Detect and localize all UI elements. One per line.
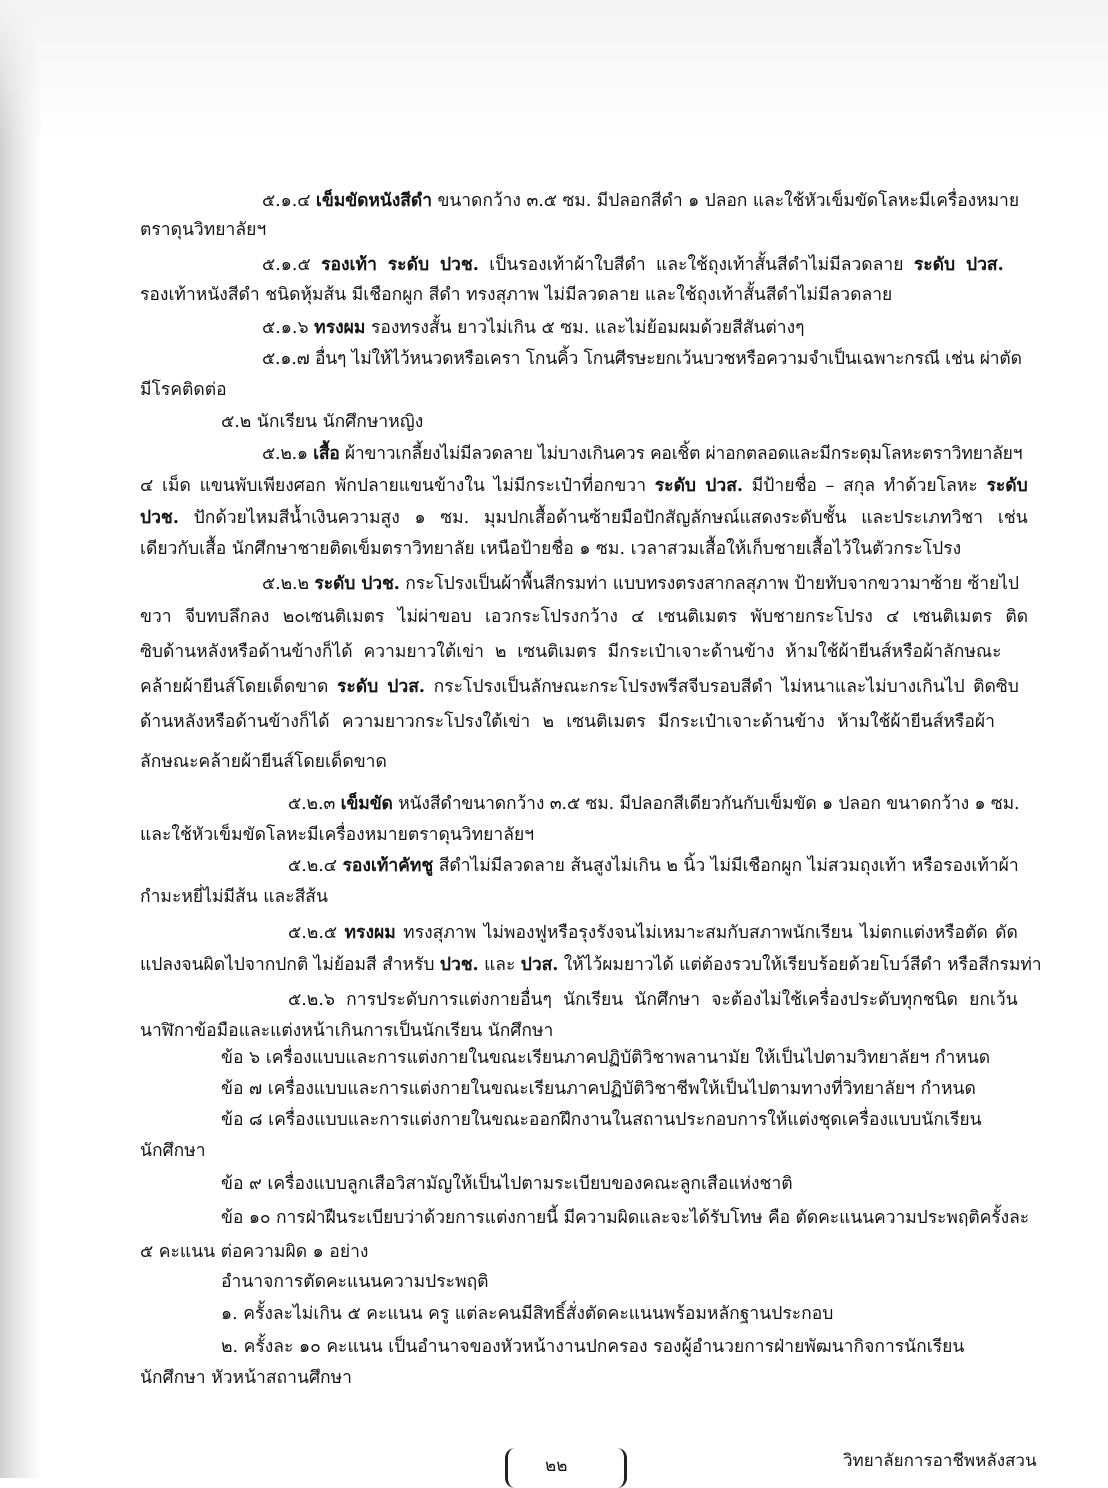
text-line bbox=[262, 253, 1004, 277]
text-run: ซิบด้านหลังหรือด้านข้างก็ได้ ความยาวใต้เข่า ๒ เซนติเมตร มีกระเป๋าเจาะด้านข้าง ห้ามใช้ผ้ายีนส์หรือผ้าลักษณะ bbox=[140, 642, 1002, 662]
text-line bbox=[140, 605, 1028, 629]
text-run: ๕.๒ นักเรียน นักศึกษาหญิง bbox=[221, 412, 424, 432]
text-run: และใช้หัวเข็มขัดโลหะมีเครื่องหมายตราดุนวิทยาลัยฯ bbox=[140, 825, 535, 845]
text-run: แปลงจนผิดไปจากปกติ ไม่ย้อมสี สำหรับ bbox=[140, 955, 440, 975]
text-run: เดียวกับเสื้อ นักศึกษาชายติดเข็มตราวิทยาลัย เหนือป้ายชื่อ ๑ ซม. เวลาสวมเสื้อให้เก็บชายเสื้อไว้ในตัวกระโปรง bbox=[140, 539, 962, 559]
text-line bbox=[221, 1077, 976, 1101]
text-run: ๕.๒.๕ bbox=[288, 923, 345, 943]
bold-term: รองเท้า ระดับ ปวช. bbox=[321, 255, 479, 275]
text-run: หนังสีดำขนาดกว้าง ๓.๕ ซม. มีปลอกสีเดียวกันกับเข็มขัด ๑ ปลอก ขนาดกว้าง ๑ ซม. bbox=[392, 794, 1020, 814]
bold-term: ทรงผม bbox=[314, 318, 366, 338]
text-line bbox=[140, 823, 534, 847]
text-run: มีป้ายชื่อ – สกุล ทำด้วยโลหะ bbox=[743, 476, 987, 496]
text-line bbox=[262, 572, 1019, 596]
text-run: ๕.๑.๕ bbox=[262, 255, 322, 275]
text-run: ๒. ครั้งละ ๑๐ คะแนน เป็นอำนาจของหัวหน้างานปกครอง รองผู้อำนวยการฝ่ายพัฒนากิจการนักเรียน bbox=[221, 1337, 965, 1357]
bold-term: ระดับ ปวส. bbox=[654, 476, 744, 496]
text-line bbox=[140, 710, 995, 734]
footer-organization: วิทยาลัยการอาชีพหลังสวน bbox=[843, 1451, 1037, 1471]
text-run: ๕.๒.๑ bbox=[262, 444, 314, 464]
text-run: ๕.๒.๔ bbox=[288, 856, 343, 876]
text-run: ข้อ ๑๐ การฝ่าฝืนระเบียบว่าด้วยการแต่งกายนี้ มีความผิดและจะได้รับโทษ คือ ตัดคะแนนความประพฤติครั้งละ bbox=[221, 1208, 1030, 1228]
text-run: ลักษณะคล้ายผ้ายีนส์โดยเด็ดขาด bbox=[140, 752, 387, 772]
text-line bbox=[262, 189, 1019, 213]
text-run: ๔ เม็ด แขนพับเพียงศอก พักปลายแขนข้างใน ไม่มีกระเป๋าที่อกขวา bbox=[140, 476, 655, 496]
text-run: รองเท้าหนังสีดำ ชนิดหุ้มส้น มีเชือกผูก สีดำ ทรงสุภาพ ไม่มีลวดลาย และใช้ถุงเท้าสั้นสีดำไม่มีลวดลาย bbox=[140, 285, 893, 305]
text-run: ทรงสุภาพ ไม่พองฟูหรือรุงรังจนไม่เหมาะสมกับสภาพนักเรียน ไม่ตกแต่งหรือตัด ดัด bbox=[395, 923, 1018, 943]
text-line bbox=[140, 885, 328, 909]
text-line bbox=[221, 1302, 833, 1326]
text-run: กระโปรงเป็นลักษณะกระโปรงพรีสจีบรอบสีดำ ไม่หนาและไม่บางเกินไป ติดซิบ bbox=[425, 677, 1019, 697]
text-run: ๕.๑.๗ อื่นๆ ไม่ให้ไว้หนวดหรือเครา โกนคิ้ว โกนศีรษะยกเว้นบวชหรือความจำเป็นเฉพาะกรณี เช่น ผ่าตัด bbox=[262, 349, 1022, 369]
text-run: ขนาดกว้าง ๓.๕ ซม. มีปลอกสีดำ ๑ ปลอก และใช้หัวเข็มขัดโลหะมีเครื่องหมาย bbox=[431, 191, 1020, 211]
text-line bbox=[288, 854, 1019, 878]
text-run: อำนาจการตัดคะแนนความประพฤติ bbox=[221, 1272, 489, 1292]
text-line bbox=[221, 1046, 990, 1070]
text-line bbox=[140, 537, 961, 561]
text-line bbox=[262, 442, 1022, 466]
bold-term: เข็มขัดหนังสีดำ bbox=[315, 191, 432, 211]
text-run: กำมะหยี่ไม่มีส้น และสีส้น bbox=[140, 887, 328, 907]
text-run: ขวา จีบทบลึกลง ๒๐เซนติเมตร ไม่ผ่าขอบ เอวกระโปรงกว้าง ๔ เซนติเมตร พับชายกระโปรง ๔ เซนติเมตร ติด bbox=[140, 607, 1029, 627]
text-line bbox=[140, 1366, 352, 1390]
bold-term: ระดับ bbox=[986, 476, 1028, 496]
text-run: ๕ คะแนน ต่อความผิด ๑ อย่าง bbox=[140, 1242, 369, 1262]
text-line bbox=[140, 1240, 368, 1264]
text-line bbox=[221, 1335, 964, 1359]
text-line bbox=[140, 283, 892, 307]
text-run: ปักด้วยไหมสีน้ำเงินความสูง ๑ ซม. มุมปกเสื้อด้านซ้ายมือปักสัญลักษณ์แสดงระดับชั้น และประเภทวิชา เช่น bbox=[178, 508, 1028, 528]
bold-term: ระดับ ปวช. bbox=[314, 574, 400, 594]
text-line bbox=[140, 953, 1042, 977]
text-line bbox=[140, 1019, 553, 1043]
bold-term: เข็มขัด bbox=[340, 794, 393, 814]
bold-term: รองเท้าคัทชู bbox=[342, 856, 434, 876]
text-run: ๕.๒.๓ bbox=[288, 794, 341, 814]
bold-term: ทรงผม bbox=[344, 923, 396, 943]
text-line bbox=[288, 921, 1018, 945]
text-line bbox=[262, 347, 1022, 371]
bold-term: ระดับ ปวส. bbox=[913, 255, 1004, 275]
text-run: ๕.๒.๖ การประดับการแต่งกายอื่นๆ นักเรียน นักศึกษา จะต้องไม่ใช้เครื่องประดับทุกชนิด ยกเว้น bbox=[288, 990, 1018, 1010]
text-line bbox=[140, 474, 1028, 498]
text-run: ข้อ ๗ เครื่องแบบและการแต่งกายในขณะเรียนภาคปฏิบัติวิชาชีพให้เป็นไปตามทางที่วิทยาลัยฯ กำหนด bbox=[221, 1079, 976, 1099]
text-line bbox=[288, 792, 1019, 816]
text-run: เป็นรองเท้าผ้าใบสีดำ และใช้ถุงเท้าสั้นสีดำไม่มีลวดลาย bbox=[478, 255, 914, 275]
text-run: สีดำไม่มีลวดลาย ส้นสูงไม่เกิน ๒ นิ้ว ไม่มีเชือกผูก ไม่สวมถุงเท้า หรือรองเท้าผ้า bbox=[433, 856, 1019, 876]
text-run: นักศึกษา หัวหน้าสถานศึกษา bbox=[140, 1368, 353, 1388]
text-line bbox=[221, 1108, 982, 1132]
text-line bbox=[140, 675, 1019, 699]
text-line bbox=[140, 1139, 206, 1163]
text-line bbox=[140, 218, 266, 242]
bold-term: เสื้อ bbox=[313, 444, 340, 464]
text-run: ตราดุนวิทยาลัยฯ bbox=[140, 220, 267, 240]
text-run: ข้อ ๖ เครื่องแบบและการแต่งกายในขณะเรียนภาคปฏิบัติวิชาพลานามัย ให้เป็นไปตามวิทยาลัยฯ กำหนด bbox=[221, 1048, 991, 1068]
text-run: ข้อ ๙ เครื่องแบบลูกเสือวิสามัญให้เป็นไปตามระเบียบของคณะลูกเสือแห่งชาติ bbox=[221, 1174, 793, 1194]
text-run: ๕.๑.๔ bbox=[262, 191, 316, 211]
text-line bbox=[140, 506, 1028, 530]
text-run: ๕.๒.๒ bbox=[262, 574, 315, 594]
text-line bbox=[262, 316, 805, 340]
text-run: ๕.๑.๖ bbox=[262, 318, 315, 338]
text-run: คล้ายผ้ายีนส์โดยเด็ดขาด bbox=[140, 677, 337, 697]
text-run: กระโปรงเป็นผ้าพื้นสีกรมท่า แบบทรงตรงสากลสุภาพ ป้ายทับจากขวามาซ้าย ซ้ายไป bbox=[399, 574, 1019, 594]
text-run: ผ้าขาวเกลี้ยงไม่มีลวดลาย ไม่บางเกินควร คอเชิ้ต ผ่าอกตลอดและมีกระดุมโลหะตราวิทยาลัยฯ bbox=[339, 444, 1023, 464]
bold-term: ปวส. bbox=[520, 955, 559, 975]
bold-term: ปวช. bbox=[439, 955, 479, 975]
text-run: นาฬิกาข้อมือและแต่งหน้าเกินการเป็นนักเรียน นักศึกษา bbox=[140, 1021, 554, 1041]
text-run: รองทรงสั้น ยาวไม่เกิน ๕ ซม. และไม่ย้อมผมด้วยสีสันต่างๆ bbox=[365, 318, 805, 338]
text-line bbox=[288, 988, 1018, 1012]
text-line bbox=[221, 1172, 793, 1196]
text-run: ให้ไว้ผมยาวได้ แต่ต้องรวบให้เรียบร้อยด้วยโบว์สีดำ หรือสีกรมท่า bbox=[558, 955, 1042, 975]
text-run: และ bbox=[478, 955, 521, 975]
bold-term: ระดับ ปวส. bbox=[336, 677, 426, 697]
text-line bbox=[140, 640, 1002, 664]
text-line bbox=[140, 378, 227, 402]
text-run: มีโรคติดต่อ bbox=[140, 380, 227, 400]
text-line bbox=[221, 410, 423, 434]
text-line bbox=[221, 1270, 489, 1294]
text-run: นักศึกษา bbox=[140, 1141, 206, 1161]
text-run: ข้อ ๘ เครื่องแบบและการแต่งกายในขณะออกฝึกงานในสถานประกอบการให้แต่งชุดเครื่องแบบนักเรียน bbox=[221, 1110, 982, 1130]
bold-term: ปวช. bbox=[140, 508, 179, 528]
text-line bbox=[140, 750, 387, 774]
page-number: ๒๒ bbox=[545, 1456, 568, 1476]
text-run: ด้านหลังหรือด้านข้างก็ได้ ความยาวกระโปรงใต้เข่า ๒ เซนติเมตร มีกระเป๋าเจาะด้านข้าง ห้ามใช้ผ้ายีนส์หรือผ้า bbox=[140, 712, 995, 732]
text-line bbox=[221, 1206, 1029, 1230]
text-run: ๑. ครั้งละไม่เกิน ๕ คะแนน ครู แต่ละคนมีสิทธิ์สั่งตัดคะแนนพร้อมหลักฐานประกอบ bbox=[221, 1304, 834, 1324]
